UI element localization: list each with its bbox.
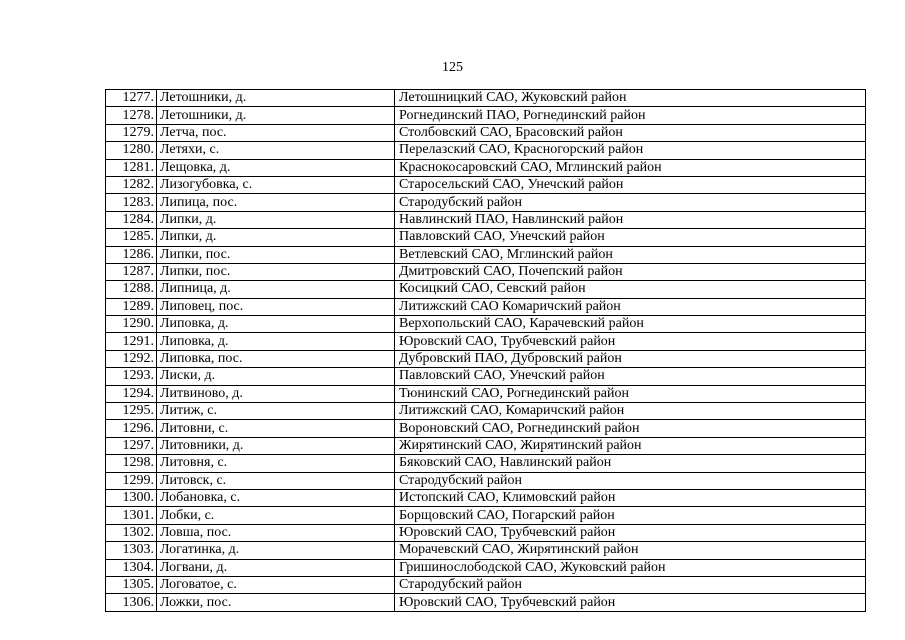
administrative-area: Рогнединский ПАО, Рогнединский район — [395, 107, 866, 124]
settlement-name: Летча, пос. — [157, 124, 395, 141]
settlement-name: Литовня, с. — [157, 455, 395, 472]
row-number: 1282. — [106, 176, 157, 193]
settlement-name: Липки, д. — [157, 211, 395, 228]
settlement-name: Липица, пос. — [157, 194, 395, 211]
settlement-name: Липки, пос. — [157, 246, 395, 263]
row-number: 1289. — [106, 298, 157, 315]
settlement-name: Лиски, д. — [157, 368, 395, 385]
administrative-area: Павловский САО, Унечский район — [395, 229, 866, 246]
table-row — [106, 576, 866, 593]
administrative-area: Юровский САО, Трубчевский район — [395, 333, 866, 350]
administrative-area: Верхопольский САО, Карачевский район — [395, 316, 866, 333]
row-number: 1281. — [106, 159, 157, 176]
settlement-name: Липница, д. — [157, 281, 395, 298]
row-number: 1299. — [106, 472, 157, 489]
table-row — [106, 316, 866, 333]
administrative-area: Вороновский САО, Рогнединский район — [395, 420, 866, 437]
settlement-name: Литовни, с. — [157, 420, 395, 437]
row-number: 1292. — [106, 350, 157, 367]
table-row — [106, 524, 866, 541]
table-row — [106, 403, 866, 420]
table-row — [106, 455, 866, 472]
table-row — [106, 124, 866, 141]
row-number: 1298. — [106, 455, 157, 472]
table-row — [106, 263, 866, 280]
row-number: 1302. — [106, 524, 157, 541]
row-number: 1280. — [106, 142, 157, 159]
settlement-name: Ложки, пос. — [157, 594, 395, 611]
row-number: 1286. — [106, 246, 157, 263]
administrative-area: Навлинский ПАО, Навлинский район — [395, 211, 866, 228]
administrative-area: Борщовский САО, Погарский район — [395, 507, 866, 524]
row-number: 1296. — [106, 420, 157, 437]
row-number: 1288. — [106, 281, 157, 298]
table-row — [106, 368, 866, 385]
settlement-name: Логвани, д. — [157, 559, 395, 576]
table-row — [106, 246, 866, 263]
table-row — [106, 333, 866, 350]
row-number: 1297. — [106, 437, 157, 454]
row-number: 1306. — [106, 594, 157, 611]
table-row — [106, 298, 866, 315]
settlement-name: Лобки, с. — [157, 507, 395, 524]
administrative-area: Стародубский район — [395, 472, 866, 489]
table-row — [106, 281, 866, 298]
row-number: 1294. — [106, 385, 157, 402]
administrative-area: Дмитровский САО, Почепский район — [395, 263, 866, 280]
settlement-name: Логатинка, д. — [157, 542, 395, 559]
settlement-name: Липовка, пос. — [157, 350, 395, 367]
row-number: 1295. — [106, 403, 157, 420]
settlements-table-body — [106, 90, 866, 612]
settlement-name: Летошники, д. — [157, 90, 395, 107]
administrative-area: Жирятинский САО, Жирятинский район — [395, 437, 866, 454]
administrative-area: Дубровский ПАО, Дубровский район — [395, 350, 866, 367]
administrative-area: Косицкий САО, Севский район — [395, 281, 866, 298]
settlement-name: Ловша, пос. — [157, 524, 395, 541]
settlements-table — [105, 89, 866, 612]
administrative-area: Перелазский САО, Красногорский район — [395, 142, 866, 159]
settlement-name: Логоватое, с. — [157, 576, 395, 593]
row-number: 1291. — [106, 333, 157, 350]
table-row — [106, 159, 866, 176]
row-number: 1278. — [106, 107, 157, 124]
settlement-name: Летошники, д. — [157, 107, 395, 124]
row-number: 1290. — [106, 316, 157, 333]
row-number: 1285. — [106, 229, 157, 246]
row-number: 1303. — [106, 542, 157, 559]
row-number: 1277. — [106, 90, 157, 107]
row-number: 1300. — [106, 489, 157, 506]
settlement-name: Липовка, д. — [157, 316, 395, 333]
administrative-area: Ветлевский САО, Мглинский район — [395, 246, 866, 263]
table-row — [106, 507, 866, 524]
settlement-name: Летяхи, с. — [157, 142, 395, 159]
row-number: 1293. — [106, 368, 157, 385]
administrative-area: Павловский САО, Унечский район — [395, 368, 866, 385]
settlement-name: Лобановка, с. — [157, 489, 395, 506]
row-number: 1279. — [106, 124, 157, 141]
table-row — [106, 142, 866, 159]
administrative-area: Стародубский район — [395, 576, 866, 593]
administrative-area: Юровский САО, Трубчевский район — [395, 524, 866, 541]
administrative-area: Морачевский САО, Жирятинский район — [395, 542, 866, 559]
table-row — [106, 107, 866, 124]
table-row — [106, 542, 866, 559]
administrative-area: Старосельский САО, Унечский район — [395, 176, 866, 193]
table-row — [106, 350, 866, 367]
administrative-area: Летошницкий САО, Жуковский район — [395, 90, 866, 107]
table-row — [106, 559, 866, 576]
administrative-area: Тюнинский САО, Рогнединский район — [395, 385, 866, 402]
settlement-name: Литовск, с. — [157, 472, 395, 489]
settlement-name: Лещовка, д. — [157, 159, 395, 176]
administrative-area: Краснокосаровский САО, Мглинский район — [395, 159, 866, 176]
administrative-area: Бяковский САО, Навлинский район — [395, 455, 866, 472]
administrative-area: Литижский САО, Комаричский район — [395, 403, 866, 420]
administrative-area: Юровский САО, Трубчевский район — [395, 594, 866, 611]
table-row — [106, 489, 866, 506]
row-number: 1284. — [106, 211, 157, 228]
table-row — [106, 420, 866, 437]
row-number: 1301. — [106, 507, 157, 524]
settlement-name: Литвиново, д. — [157, 385, 395, 402]
settlement-name: Липовка, д. — [157, 333, 395, 350]
settlement-name: Липки, д. — [157, 229, 395, 246]
administrative-area: Столбовский САО, Брасовский район — [395, 124, 866, 141]
row-number: 1305. — [106, 576, 157, 593]
administrative-area: Истопский САО, Климовский район — [395, 489, 866, 506]
table-row — [106, 437, 866, 454]
page-number: 125 — [442, 60, 463, 75]
table-row — [106, 472, 866, 489]
row-number: 1283. — [106, 194, 157, 211]
settlement-name: Липовец, пос. — [157, 298, 395, 315]
row-number: 1287. — [106, 263, 157, 280]
table-row — [106, 90, 866, 107]
administrative-area: Литижский САО Комаричский район — [395, 298, 866, 315]
table-row — [106, 594, 866, 611]
settlement-name: Лизогубовка, с. — [157, 176, 395, 193]
row-number: 1304. — [106, 559, 157, 576]
table-row — [106, 194, 866, 211]
table-row — [106, 229, 866, 246]
table-row — [106, 385, 866, 402]
administrative-area: Гришинослободской САО, Жуковский район — [395, 559, 866, 576]
settlement-name: Литовники, д. — [157, 437, 395, 454]
table-row — [106, 176, 866, 193]
settlement-name: Литиж, с. — [157, 403, 395, 420]
table-row — [106, 211, 866, 228]
administrative-area: Стародубский район — [395, 194, 866, 211]
settlement-name: Липки, пос. — [157, 263, 395, 280]
